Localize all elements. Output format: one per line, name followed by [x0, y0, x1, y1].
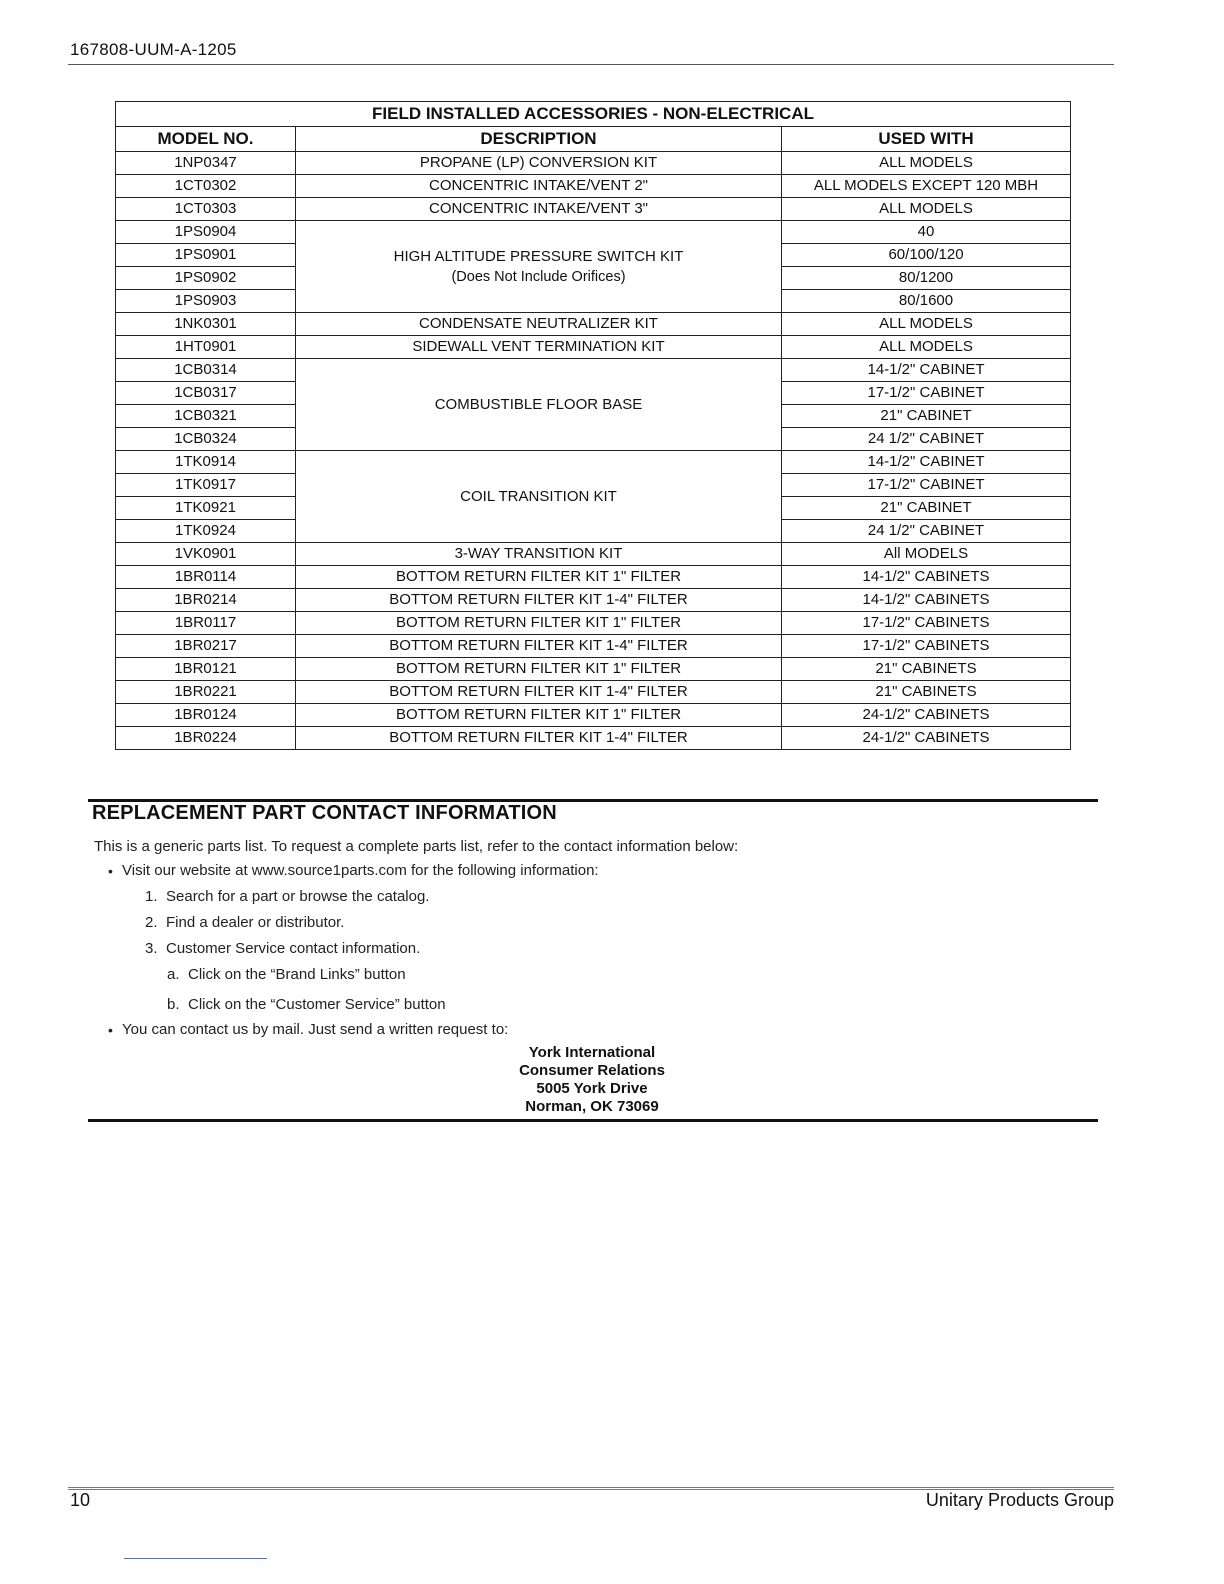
description-main: HIGH ALTITUDE PRESSURE SWITCH KIT: [393, 247, 684, 265]
intro-text: This is a generic parts list. To request a complete parts list, refer to the contact information below:: [94, 838, 739, 855]
used-with-cell: ALL MODELS: [782, 152, 1071, 175]
page-number: 10: [70, 1490, 91, 1510]
step-customer-service: Customer Service contact information.: [166, 940, 421, 957]
used-with-cell: 14-1/2" CABINETS: [782, 589, 1071, 612]
model-cell: 1CB0317: [116, 382, 296, 405]
used-with-cell: 21" CABINETS: [782, 658, 1071, 681]
used-with-cell: 24-1/2" CABINETS: [782, 704, 1071, 727]
column-header-description: DESCRIPTION: [296, 127, 782, 152]
model-cell: 1VK0901: [116, 543, 296, 566]
description-cell: COIL TRANSITION KIT: [296, 451, 782, 543]
bullet-dot: •: [108, 1022, 113, 1038]
description-cell: BOTTOM RETURN FILTER KIT 1-4" FILTER: [296, 589, 782, 612]
table-row: [116, 727, 1071, 750]
model-cell: 1CB0324: [116, 428, 296, 451]
model-cell: 1BR0214: [116, 589, 296, 612]
model-cell: 1BR0124: [116, 704, 296, 727]
table-row: [116, 336, 1071, 359]
table-row: [116, 221, 1071, 244]
table-row: [116, 175, 1071, 198]
model-cell: 1HT0901: [116, 336, 296, 359]
table-row: [116, 658, 1071, 681]
used-with-cell: All MODELS: [782, 543, 1071, 566]
description-cell: [296, 221, 782, 313]
description-cell: BOTTOM RETURN FILTER KIT 1" FILTER: [296, 658, 782, 681]
table-title: FIELD INSTALLED ACCESSORIES - NON-ELECTRICAL: [116, 102, 1071, 127]
address-line: Norman, OK 73069: [525, 1098, 659, 1115]
table-row: [116, 198, 1071, 221]
used-with-cell: 24-1/2" CABINETS: [782, 727, 1071, 750]
used-with-cell: ALL MODELS: [782, 198, 1071, 221]
address-line: Consumer Relations: [519, 1062, 665, 1079]
model-cell: 1CB0321: [116, 405, 296, 428]
substep-customer-service: Click on the “Customer Service” button: [188, 996, 446, 1013]
step-number: 3.: [145, 940, 158, 957]
model-cell: 1NK0301: [116, 313, 296, 336]
accessories-table: [115, 101, 1071, 750]
model-cell: 1NP0347: [116, 152, 296, 175]
used-with-cell: 17-1/2" CABINETS: [782, 635, 1071, 658]
model-cell: 1PS0903: [116, 290, 296, 313]
model-cell: 1TK0917: [116, 474, 296, 497]
model-cell: 1TK0921: [116, 497, 296, 520]
description-cell: BOTTOM RETURN FILTER KIT 1-4" FILTER: [296, 635, 782, 658]
model-cell: 1BR0121: [116, 658, 296, 681]
bottom-link-underline: [124, 1558, 267, 1559]
bullet-website-text: Visit our website at www.source1parts.com for the following information:: [122, 862, 599, 879]
used-with-cell: 24 1/2" CABINET: [782, 520, 1071, 543]
description-note: (Does Not Include Orifices): [451, 268, 626, 285]
substep-letter: a.: [167, 966, 180, 983]
column-header-model: MODEL NO.: [116, 127, 296, 152]
used-with-cell: 80/1600: [782, 290, 1071, 313]
model-cell: 1BR0221: [116, 681, 296, 704]
table-row: [116, 152, 1071, 175]
used-with-cell: 80/1200: [782, 267, 1071, 290]
description-cell: BOTTOM RETURN FILTER KIT 1" FILTER: [296, 612, 782, 635]
used-with-cell: ALL MODELS: [782, 336, 1071, 359]
used-with-cell: 14-1/2" CABINET: [782, 451, 1071, 474]
model-cell: 1BR0217: [116, 635, 296, 658]
model-cell: 1TK0914: [116, 451, 296, 474]
table-row: [116, 589, 1071, 612]
table-row: [116, 313, 1071, 336]
bullet-dot: •: [108, 863, 113, 879]
table-row: [116, 681, 1071, 704]
used-with-cell: 17-1/2" CABINETS: [782, 612, 1071, 635]
section-title: REPLACEMENT PART CONTACT INFORMATION: [92, 802, 557, 824]
used-with-cell: 21" CABINET: [782, 405, 1071, 428]
description-cell: CONCENTRIC INTAKE/VENT 3": [296, 198, 782, 221]
column-header-used-with: USED WITH: [782, 127, 1071, 152]
description-cell: PROPANE (LP) CONVERSION KIT: [296, 152, 782, 175]
model-cell: 1PS0902: [116, 267, 296, 290]
header-rule: [68, 64, 1114, 65]
used-with-cell: 21" CABINET: [782, 497, 1071, 520]
model-cell: 1PS0904: [116, 221, 296, 244]
substep-brand-links: Click on the “Brand Links” button: [188, 966, 406, 983]
model-cell: 1BR0117: [116, 612, 296, 635]
used-with-cell: 17-1/2" CABINET: [782, 382, 1071, 405]
table-row: [116, 451, 1071, 474]
table-header-row: [116, 127, 1071, 152]
address-line: York International: [528, 1044, 656, 1061]
table-row: [116, 543, 1071, 566]
step-search: Search for a part or browse the catalog.: [166, 888, 430, 905]
model-cell: 1CB0314: [116, 359, 296, 382]
description-cell: COMBUSTIBLE FLOOR BASE: [296, 359, 782, 451]
description-cell: CONDENSATE NEUTRALIZER KIT: [296, 313, 782, 336]
used-with-cell: ALL MODELS EXCEPT 120 MBH: [782, 175, 1071, 198]
description-cell: BOTTOM RETURN FILTER KIT 1-4" FILTER: [296, 681, 782, 704]
substep-letter: b.: [167, 996, 180, 1013]
address-line: 5005 York Drive: [536, 1080, 648, 1097]
used-with-cell: 60/100/120: [782, 244, 1071, 267]
bullet-mail-text: You can contact us by mail. Just send a written request to:: [122, 1021, 509, 1038]
model-cell: 1CT0303: [116, 198, 296, 221]
description-cell: 3-WAY TRANSITION KIT: [296, 543, 782, 566]
description-cell: BOTTOM RETURN FILTER KIT 1-4" FILTER: [296, 727, 782, 750]
step-number: 2.: [145, 914, 158, 931]
model-cell: 1PS0901: [116, 244, 296, 267]
model-cell: 1CT0302: [116, 175, 296, 198]
table-row: [116, 359, 1071, 382]
description-cell: SIDEWALL VENT TERMINATION KIT: [296, 336, 782, 359]
description-cell: BOTTOM RETURN FILTER KIT 1" FILTER: [296, 704, 782, 727]
table-title-row: [116, 102, 1071, 127]
used-with-cell: 14-1/2" CABINET: [782, 359, 1071, 382]
model-cell: 1BR0224: [116, 727, 296, 750]
used-with-cell: 40: [782, 221, 1071, 244]
description-cell: BOTTOM RETURN FILTER KIT 1" FILTER: [296, 566, 782, 589]
table-row: [116, 704, 1071, 727]
description-cell: CONCENTRIC INTAKE/VENT 2": [296, 175, 782, 198]
model-cell: 1BR0114: [116, 566, 296, 589]
footer-organization: Unitary Products Group: [925, 1490, 1114, 1510]
used-with-cell: 17-1/2" CABINET: [782, 474, 1071, 497]
used-with-cell: 21" CABINETS: [782, 681, 1071, 704]
document-id: 167808-UUM-A-1205: [70, 40, 237, 59]
table-row: [116, 566, 1071, 589]
step-number: 1.: [145, 888, 158, 905]
used-with-cell: ALL MODELS: [782, 313, 1071, 336]
table-row: [116, 612, 1071, 635]
used-with-cell: 24 1/2" CABINET: [782, 428, 1071, 451]
section-bottom-rule: [88, 1119, 1098, 1122]
used-with-cell: 14-1/2" CABINETS: [782, 566, 1071, 589]
step-dealer: Find a dealer or distributor.: [166, 914, 345, 931]
model-cell: 1TK0924: [116, 520, 296, 543]
table-row: [116, 635, 1071, 658]
